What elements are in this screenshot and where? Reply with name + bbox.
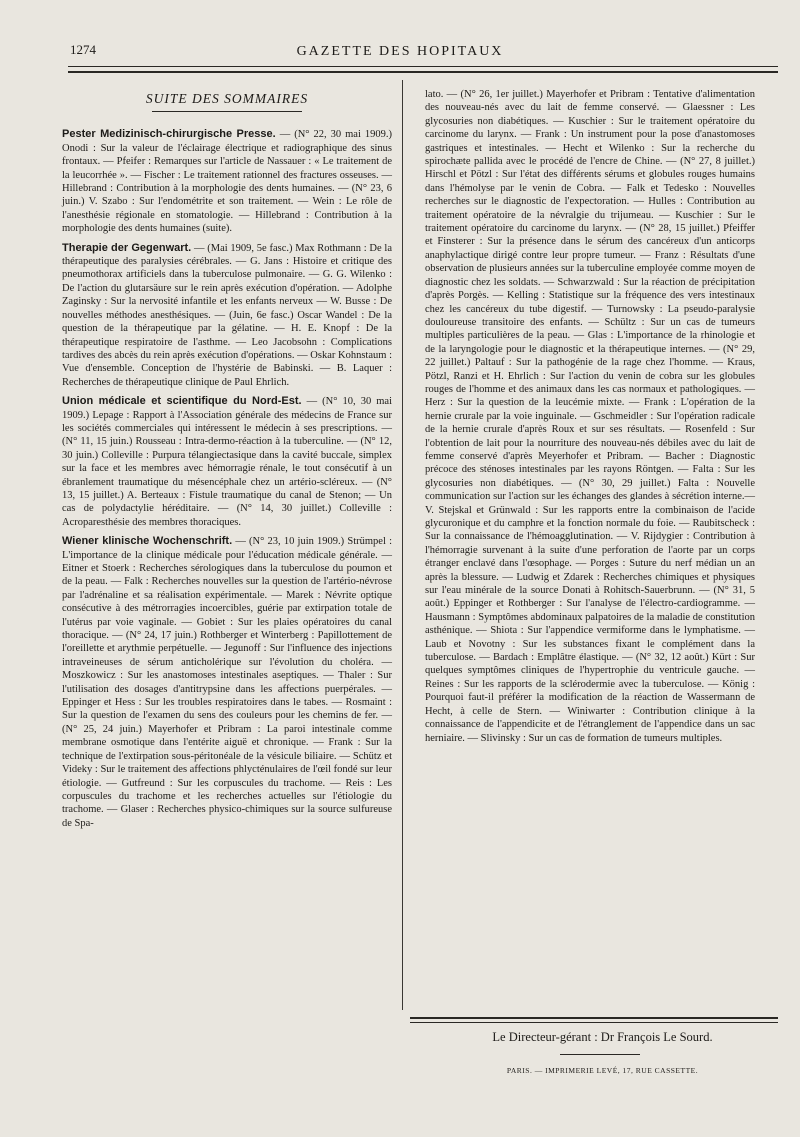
printer-imprint: PARIS. — IMPRIMERIE LEVÉ, 17, RUE CASSETTE. (506, 1066, 699, 1075)
section-title: SUITE DES SOMMAIRES (145, 91, 309, 106)
journal-name: Pester Medizinisch-chirurgische Presse. (62, 128, 276, 141)
footer-rule (410, 1022, 778, 1023)
page-number: 1274 (70, 42, 96, 57)
journal-name: Wiener klinische Wochenschrift. (62, 535, 233, 548)
summary-entry (62, 242, 392, 389)
column-divider (402, 80, 403, 1010)
entry-text: — (Mai 1909, 5e fasc.) Max Rothmann : De la thérapeutique des paralysies cérébrales. — G. Jans : Histoire et critique des pneumothorax artificiels dans la tuberculose pulmonaire. — G. G. Wilenko : De l'action du glutarsäure sur le rein après exécution d'opération. — Adolphe Zaginsky : Sur la nervosité infantile et les enfants nerveux — W. Busse : De nouvelles méthodes anesthésiques. — (Juin, 6e fasc.) Oscar Wandel : De la question de la thérapeutique par la gélatine. — H. E. Knopf : De la thérapeutique respiratoire de l'asthme. — Leo Jacobsohn : Complications tardives des abcès du rein après exécution d'opérations. — Oskar Kohnstaum : Vue d'ensemble. Conception de l'hystérie de Babinski. — B. Laquer : Recherches de thérapeutique clinique de Paul Ehrlich. (62, 242, 392, 388)
summary-entry (425, 88, 755, 745)
journal-name: Union médicale et scientifique du Nord-Est. (62, 395, 302, 408)
director-signature-line: Le Directeur-gérant : Dr François Le Sourd. (492, 1030, 713, 1044)
summary-entry (62, 128, 392, 235)
imprint-rule (560, 1054, 640, 1055)
right-column (425, 88, 755, 751)
running-title: GAZETTE DES HOPITAUX (296, 44, 504, 59)
entry-text: — (N° 23, 10 juin 1909.) Strümpel : L'importance de la clinique médicale pour l'éducation médicale générale. — Eitner et Stoerk : Recherches sérologiques dans la tuberculose du poumon et de la peau. — Falk : Recherches nouvelles sur la question de l'artério-névrose par l'adrénaline et sa réalisation expérimentale. — Marek : Névrite optique consécutive à des métrorragies incoercibles, guérie par extirpation totale de l'utérus par voie vaginale. — Gobiet : Sur les plaies opératoires du canal thoracique. — (N° 24, 17 juin.) Rothberger et Winterberg : Papillottement de l'oreillette et arythmie perpétuelle. — Jegunoff : Sur l'influence des injections intraveineuses de sérum anticholérique sur l'évolution du choléra. — Moszkowicz : Sur les anastomoses intestinales aseptiques. — Thaler : Sur l'utilisation des dosages d'antitrypsine dans les affections puerpérales. — Eppinger et Hess : Sur les troubles respiratoires dans le tabes. — Rosmaint : Sur la question de l'examen du sens des couleurs pour les chemins de fer. — (N° 25, 24 juin.) Mayerhofer et Pribram : La paroi intestinale comme membrane osmotique dans l'entérite aiguë et chronique. — Frank : Sur la technique de l'extirpation sous-péritonéale de la vésicule biliaire. — Schütz et Videky : Sur le traitement des affections phlycténulaires de l'œil fondé sur leur étiologie. — Gutfreund : Sur les corpuscules du trachome. — Reis : Les corpuscules du trachome et les recherches actuelles sur l'étiologie du trachome. — Glaser : Recherches physico-chimiques sur la source sulfureuse de Spa- (62, 536, 392, 829)
header-rule-thick (68, 71, 778, 73)
header-rule (68, 66, 778, 67)
footer-rule-thick (410, 1017, 778, 1019)
entry-text: — (N° 22, 30 mai 1909.) Onodi : Sur la valeur de l'éclairage électrique et radiographique des sinus frontaux. — Pfeifer : Remarques sur l'article de Nassauer : « Le traitement de la leucorrhée ». — Fischer : Le traitement rationnel des fractures osseuses. — Hillebrand : Contribution à la morphologie des dents humaines. — (N° 23, 6 juin.) V. Szabo : Sur l'endométrite et son traitement. — Wein : Le rôle de l'anesthésie régionale en stomatologie. — Hillebrand : Contribution à la morphologie des dents humaines (suite). (62, 129, 392, 235)
entry-text: lato. — (N° 26, 1er juillet.) Mayerhofer et Pribram : Tentative d'alimentation des nouveau-nés avec du lait de femme conservé. — Glaessner : Les glycosuries non diabétiques. — Kuschier : Sur le traitement opératoire du carcinome du larynx. — Frank : Un instrument pour la pose d'anastomoses gastriques et intestinales. — Hecht et Wilenko : Sur la recherche du spirochæte pallida avec le procédé de l'encre de Chine. — (N° 27, 8 juillet.) Hirschl et Pötzl : Sur l'état des différents sérums et globules rouges humains dans l'hémolyse par le venin de Cobra. — Falk et Tedesko : Nouvelles recherches sur le diagnostic de l'expectoration. — Hulles : Contribution au traitement opératoire de la névralgie du trijumeau. — Kuschier : Sur le traitement opératoire du carcinome du larynx. — (N° 28, 15 juillet.) Pfeiffer et Finsterer : Sur la présence dans le sérum des cancéreux d'un anticorps anaphylactique dirigé contre leur propre tumeur. — Franz : Résultats d'une observation de plusieurs années sur la tuberculine employée comme moyen de diagnostic chez les soldats. — Schwarzwald : Sur la réaction de précipitation d'après Porgès. — Kelling : Statistique sur la fréquence des vers intestinaux chez les cancéreux du tube digestif. — Turnowsky : La pseudo-paralysie douloureuse transitoire des enfants. — Schültz : Sur un cas de tumeurs multiples particulières de la peau. — Glas : L'importance de la rhinologie et de la laryngologie pour le diagnostic et la thérapeutique internes. — (N° 29, 22 juillet.) Paltauf : Sur la pathogénie de la rage chez l'homme. — Kraus, Pötzl, Ranzi et H. Ehrlich : Sur l'action du venin de cobra sur les globules rouges de l'homme et des animaux dans les cas normaux et pathologiques. — Herz : Sur la question de la leucémie mixte. — Frank : L'opération de la hernie crurale par la voie inguinale. — Gschmeidler : Sur l'opération radicale de la hernie crurale d'après Roux et sur ses résultats. — Rosenfeld : Sur l'obtention de lait pour la nourriture des nouveau-nés débiles avec du lait de femme conservé d'après Meyerhofer et Pribram. — Bacher : Diagnostic précoce des sténoses intestinales par les rayons Röntgen. — Falta : Sur les glycosuries non diabétiques. — (N° 30, 29 juillet.) Falta : Nouvelle communication sur l'action sur les échanges des glandes à sécrétion interne.— V. Stejskal et Grünwald : Sur les rapports entre la combinaison de l'acide glycuronique et du camphre et la fonction normale du foie. — Raubitscheck : Sur la connaissance de l'hémoagglutination. — V. Rijdygier : Contribution à l'hémorragie survenant à la suite d'une perforation de l'aorte par un corps étranger enclavé dans l'œsophage. — Porges : Suture du nerf médian un an après la blessure. — Ludwig et Zdarek : Recherches chimiques et physiques sur l'eau minérale de la source Donati à Rohitsch-Sauerbrunn. — (N° 31, 5 août.) Eppinger et Rothberger : Sur l'analyse de l'électro-cardiogramme. — Hausmann : Symptômes abdominaux palpatoires de la maladie de constitution asthénique. — Shiota : Sur l'appendice vermiforme dans le lymphatisme. — Laub et Novotny : Sur les substances fixant le complément dans la tuberculose. — Bardach : Emplâtre élastique. — (N° 32, 12 août.) Kürt : Sur quelques symptômes cliniques de l'hypertrophie du ventricule gauche. — Reines : Sur les rapports de la sclérodermie avec la tuberculose. — König : Pourquoi faut-il préférer la modification de la réaction de Wassermann de Hecht, à celle de Stern. — Winiwarter : Contribution clinique à la connaissance de l'appendicite et de l'étranglement de l'appendice dans un sac herniaire. — Slivinsky : Sur un cas de formation de tumeurs multiples. (425, 89, 755, 744)
left-column (62, 86, 392, 836)
summary-entry (62, 395, 392, 529)
summary-entry (62, 535, 392, 830)
journal-name: Therapie der Gegenwart. (62, 241, 192, 254)
title-rule (152, 111, 302, 112)
entry-text: — (N° 10, 30 mai 1909.) Lepage : Rapport à l'Association générale des médecins de France sur les sociétés commerciales qui intéressent le médecin à ses prescriptions. — (N° 11, 15 juin.) Rousseau : Intra-dermo-réaction à la tuberculine. — (N° 12, 30 juin.) Colleville : Purpura télangiectasique dans la cavité buccale, simplex sur la face et les membres avec hémorragie rénale, le tout consécutif à un ébranlement traumatique du mésencéphale chez un artério-scléreux. — (N° 13, 15 juillet.) A. Berteaux : Fistule traumatique du canal de Stenon; — Un cas de polydactylie héréditaire. — (N° 14, 30 juillet.) Colleville : Acroparesthésie des membres thoraciques. (62, 396, 392, 528)
